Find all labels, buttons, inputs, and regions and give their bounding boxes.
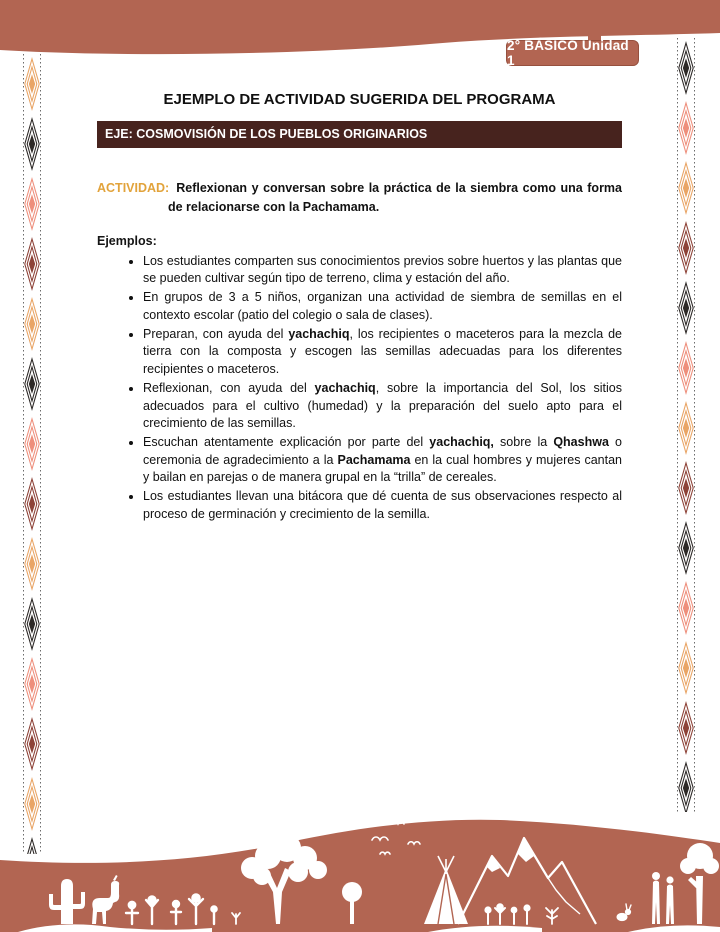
activity-label: ACTIVIDAD: xyxy=(97,181,170,195)
examples-label: Ejemplos: xyxy=(97,233,157,248)
activity-paragraph xyxy=(97,179,622,217)
unit-badge xyxy=(506,40,639,66)
list-item: • Escuchan atentamente explicación por parte del yachachiq, sobre la Qhashwa o ceremonia de agradecimiento a la Pachamama en la cual hombres y mujeres cantan y bailan en parejas o de manera grupal en la “trilla” de cereales. xyxy=(143,434,622,486)
list-item: • Reflexionan, con ayuda del yachachiq, sobre la importancia del Sol, los sitios adecuados para el cultivo (humedad) y la preparación del suelo apto para el crecimiento de las semillas. xyxy=(143,380,622,432)
list-item: • Los estudiantes llevan una bitácora que dé cuenta de sus observaciones respecto al proceso de germinación y crecimiento de la semilla. xyxy=(143,488,622,523)
examples-list xyxy=(97,253,622,524)
list-item: • Los estudiantes comparten sus conocimientos previos sobre huertos y las plantas que se pueden cultivar según tipo de terreno, clima y estación del año. xyxy=(143,253,622,288)
andean-textile-border-left xyxy=(22,54,42,859)
list-item: • Preparan, con ayuda del yachachiq, los recipientes o maceteros para la mezcla de tierra con la composta y escogen las semillas adecuadas para los diferentes recipientes o maceteros. xyxy=(143,326,622,378)
andean-landscape-footer xyxy=(0,810,720,932)
eje-header-bar xyxy=(97,121,622,148)
page-title: EJEMPLO DE ACTIVIDAD SUGERIDA DEL PROGRAMA xyxy=(163,91,556,108)
unit-badge-label: 2° BÁSICO Unidad 1 xyxy=(507,38,629,68)
activity-text: Reflexionan y conversan sobre la práctica de la siembra como una forma de relacionarse con la Pachamama. xyxy=(168,181,622,214)
document-body xyxy=(97,0,622,525)
eje-label: EJE: COSMOVISIÓN DE LOS PUEBLOS ORIGINARIOS xyxy=(105,127,428,141)
list-item: • En grupos de 3 a 5 niños, organizan una actividad de siembra de semillas en el contexto escolar (patio del colegio o sala de clases). xyxy=(143,289,622,324)
andean-textile-border-right xyxy=(676,38,696,817)
